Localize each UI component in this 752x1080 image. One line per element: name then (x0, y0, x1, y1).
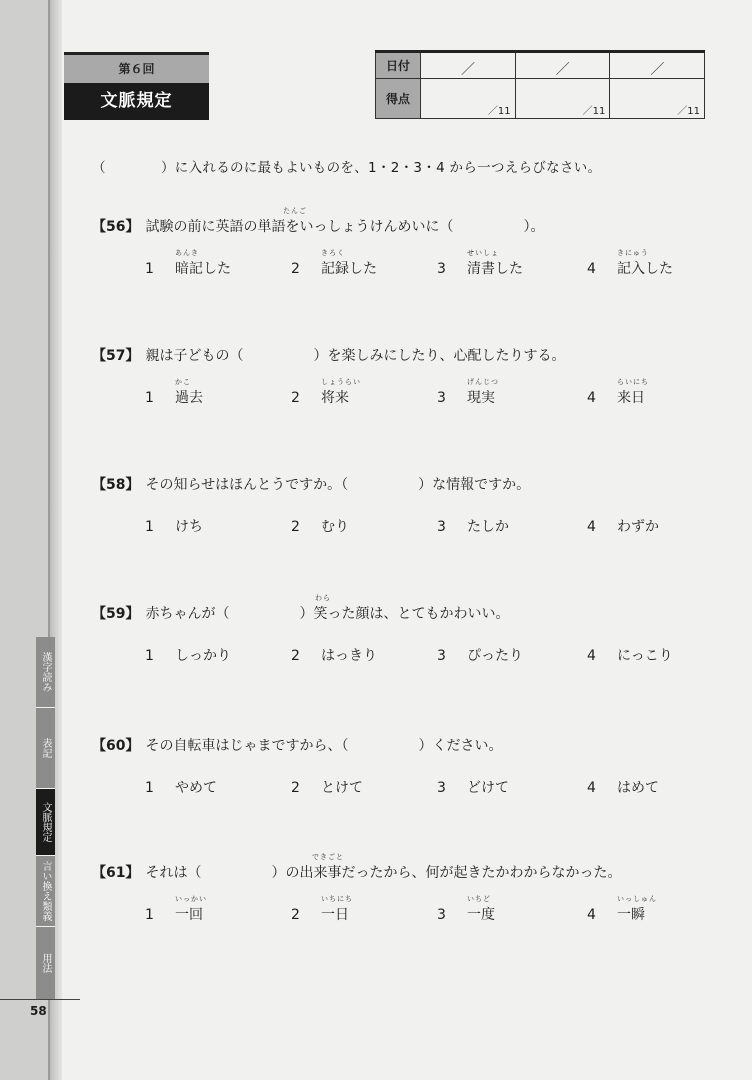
furigana: あんき (175, 249, 199, 257)
choice-text: 清書した (467, 261, 523, 277)
choice-row (145, 777, 705, 799)
choice-option[interactable] (437, 249, 523, 278)
choice-row (145, 378, 705, 409)
date-cell[interactable]: ／ (610, 52, 705, 79)
choice-number: 4 (587, 261, 596, 277)
choice-option[interactable] (291, 895, 353, 924)
choice-text: 来日 (617, 390, 645, 406)
question-number: 【61】 (92, 865, 140, 881)
choice-option[interactable] (291, 378, 361, 407)
choice-text: 暗記した (175, 261, 231, 277)
choice-text: 記入した (617, 261, 673, 277)
furigana: らいにち (617, 378, 649, 386)
choice-text: 一瞬 (617, 907, 645, 923)
choice-option[interactable] (437, 378, 499, 407)
choice-text: しっかり (175, 648, 231, 664)
furigana: きにゅう (617, 249, 649, 257)
side-tab-notation[interactable]: 表記 (36, 708, 55, 789)
choice-option[interactable] (145, 645, 231, 665)
choice-number: 4 (587, 519, 596, 535)
furigana: げんじつ (467, 378, 499, 386)
furigana: いちにち (321, 895, 353, 903)
choice-text: どけて (467, 780, 509, 796)
question-text: 親は子どもの（ ）を楽しみにしたり、心配したりする。 (145, 348, 566, 364)
side-tab-kanji-reading[interactable]: 漢字読み (36, 637, 55, 708)
choice-option[interactable] (291, 249, 377, 278)
furigana: いっしゅん (617, 895, 657, 903)
furigana: せいしょ (467, 249, 499, 257)
choice-number: 1 (145, 519, 154, 535)
choice-number: 1 (145, 648, 154, 664)
choice-number: 3 (437, 648, 446, 664)
choice-number: 2 (291, 261, 300, 277)
side-tab-context[interactable]: 文脈規定 (36, 789, 55, 856)
choice-text: 現実 (467, 390, 495, 406)
section-title: 文脈規定 (64, 83, 209, 120)
question-number: 【57】 (92, 348, 140, 364)
choice-text: やめて (175, 780, 217, 796)
furigana: わら (315, 594, 331, 602)
choice-number: 1 (145, 907, 154, 923)
choice-option[interactable] (587, 249, 673, 278)
side-tab-paraphrase[interactable]: 言い換え類義 (36, 856, 55, 927)
choice-option[interactable] (587, 645, 673, 665)
side-tab-usage[interactable]: 用法 (36, 927, 55, 1000)
choice-number: 3 (437, 780, 446, 796)
choice-text: はめて (617, 780, 659, 796)
choice-number: 1 (145, 261, 154, 277)
choice-text: ぴったり (467, 648, 523, 664)
choice-number: 4 (587, 648, 596, 664)
choice-text: 記録した (321, 261, 377, 277)
footer-rule (0, 999, 80, 1000)
choice-number: 4 (587, 390, 596, 406)
score-label: 得点 (376, 79, 421, 119)
choice-option[interactable] (145, 516, 203, 536)
choice-option[interactable] (145, 777, 217, 797)
choice-text: 過去 (175, 390, 203, 406)
choice-text: とけて (321, 780, 363, 796)
choice-number: 2 (291, 907, 300, 923)
choice-text: 一回 (175, 907, 203, 923)
question-text: その知らせはほんとうですか。（ ）な情報ですか。 (145, 477, 531, 493)
furigana: かこ (175, 378, 191, 386)
choice-option[interactable] (291, 645, 377, 665)
choice-number: 1 (145, 390, 154, 406)
choice-number: 2 (291, 390, 300, 406)
question-number: 【56】 (92, 219, 140, 235)
choice-number: 4 (587, 780, 596, 796)
choice-row (145, 249, 705, 280)
choice-row (145, 645, 705, 667)
choice-option[interactable] (437, 645, 523, 665)
furigana: いちど (467, 895, 491, 903)
choice-number: 4 (587, 907, 596, 923)
furigana: きろく (321, 249, 345, 257)
date-label: 日付 (376, 52, 421, 79)
choice-option[interactable] (437, 777, 509, 797)
question-number: 【60】 (92, 738, 140, 754)
choice-text: 一日 (321, 907, 349, 923)
score-cell[interactable]: ／11 (421, 79, 516, 119)
choice-text: 一度 (467, 907, 495, 923)
choice-text: はっきり (321, 648, 377, 664)
choice-number: 3 (437, 261, 446, 277)
question-stem (92, 735, 502, 755)
choice-number: 2 (291, 648, 300, 664)
furigana: たんご (283, 207, 307, 215)
choice-number: 3 (437, 390, 446, 406)
choice-option[interactable] (291, 516, 349, 536)
choice-option[interactable] (437, 516, 509, 536)
date-cell[interactable]: ／ (421, 52, 516, 79)
question-stem (92, 345, 565, 365)
question-text: それは（ ）の出来事だったから、何が起きたかわからなかった。 (145, 865, 622, 881)
choice-option[interactable] (291, 777, 363, 797)
score-table (375, 50, 705, 119)
choice-text: にっこり (617, 648, 673, 664)
choice-number: 3 (437, 519, 446, 535)
score-cell[interactable]: ／11 (515, 79, 610, 119)
choice-text: むり (321, 519, 349, 535)
furigana: できごと (312, 853, 344, 861)
choice-option[interactable] (145, 378, 203, 407)
page-number: 58 (30, 1004, 47, 1018)
score-cell[interactable]: ／11 (610, 79, 705, 119)
choice-text: 将来 (321, 390, 349, 406)
question-text: その自転車はじゃまですから、（ ）ください。 (145, 738, 503, 754)
date-cell[interactable]: ／ (515, 52, 610, 79)
question-text: 試験の前に英語の単語をいっしょうけんめいに（ ）。 (145, 219, 545, 235)
furigana: しょうらい (321, 378, 361, 386)
question-stem (92, 216, 544, 236)
choice-number: 2 (291, 519, 300, 535)
choice-option[interactable] (587, 516, 659, 536)
choice-option[interactable] (587, 777, 659, 797)
question-stem (92, 862, 621, 882)
choice-number: 2 (291, 780, 300, 796)
choice-text: わずか (617, 519, 659, 535)
question-stem (92, 603, 509, 623)
question-stem (92, 474, 530, 494)
choice-number: 3 (437, 907, 446, 923)
choice-row (145, 895, 705, 926)
section-header (64, 52, 209, 123)
choice-text: けち (175, 519, 203, 535)
choice-option[interactable] (587, 895, 657, 924)
question-text: 赤ちゃんが（ ）笑った顔は、とてもかわいい。 (145, 606, 510, 622)
choice-option[interactable] (145, 249, 231, 278)
question-number: 【59】 (92, 606, 140, 622)
question-number: 【58】 (92, 477, 140, 493)
choice-text: たしか (467, 519, 509, 535)
choice-row (145, 516, 705, 538)
round-label: 第６回 (64, 55, 209, 83)
choice-number: 1 (145, 780, 154, 796)
choice-option[interactable] (145, 895, 207, 924)
instruction-text: （ ）に入れるのに最もよいものを、1・2・3・4 から一つえらびなさい。 (92, 160, 602, 176)
choice-option[interactable] (587, 378, 649, 407)
furigana: いっかい (175, 895, 207, 903)
choice-option[interactable] (437, 895, 495, 924)
